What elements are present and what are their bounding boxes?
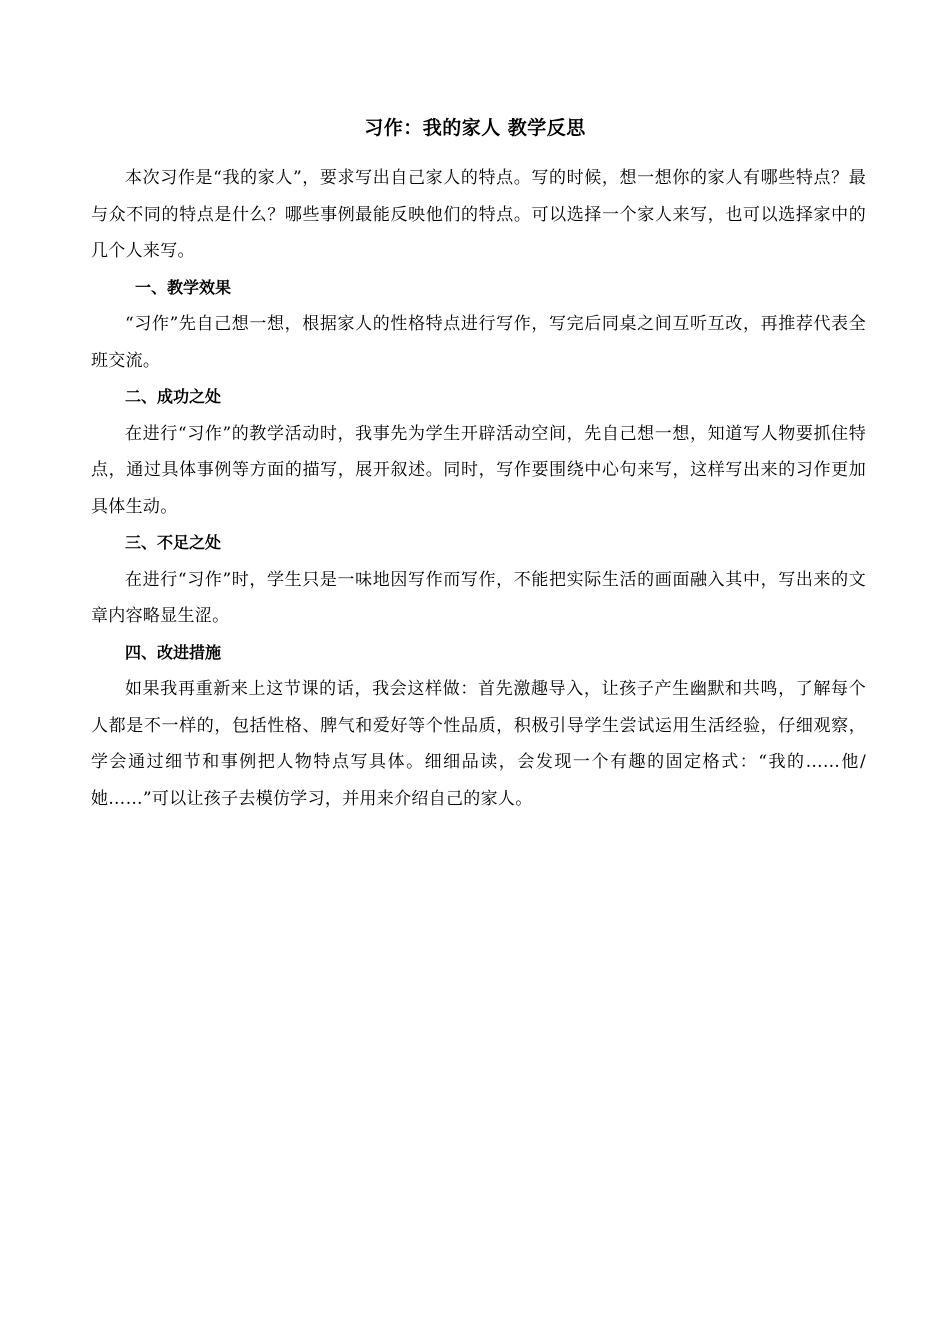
section-heading-teaching-effect: 一、教学效果: [135, 277, 232, 297]
section-heading-shortcomings: 三、不足之处: [125, 533, 222, 552]
section-text-teaching-effect: “习作”先自己想一想，根据家人的性格特点进行写作，写完后同桌之间互听互改，再推荐代表全班交流。: [91, 314, 866, 371]
section-heading-improvements: 四、改进措施: [125, 642, 222, 662]
section-text-improvements: 如果我再重新来上这节课的话，我会这样做：首先激趣导入，让孩子产生幽默和共鸣，了解每个人都是不一样的，包括性格、脾气和爱好等个性品质，积极引导学生尝试运用生活经验，仔细观察，学会通过细节和事例把人物特点写具体。细细品读，会发现一个有趣的固定格式：“我的……他/她……”可以让孩子去模仿学习，并用来介绍自己的家人。: [91, 679, 866, 809]
section-text-shortcomings: 在进行“习作”时，学生只是一味地因写作而写作，不能把实际生活的画面融入其中，写出来的文章内容略显生涩。: [91, 569, 866, 626]
document-title: 习作：我的家人 教学反思: [364, 117, 586, 139]
section-heading-successes: 二、成功之处: [125, 387, 222, 406]
document-body: [91, 160, 866, 817]
section-text-successes: 在进行“习作”的教学活动时，我事先为学生开辟活动空间，先自己想一想，知道写人物要抓住特点，通过具体事例等方面的描写，展开叙述。同时，写作要围绕中心句来写，这样写出来的习作更加具体生动。: [91, 423, 866, 517]
intro-paragraph: 本次习作是“我的家人”，要求写出自己家人的特点。写的时候，想一想你的家人有哪些特点？最与众不同的特点是什么？哪些事例最能反映他们的特点。可以选择一个家人来写，也可以选择家中的几个人来写。: [91, 168, 866, 261]
